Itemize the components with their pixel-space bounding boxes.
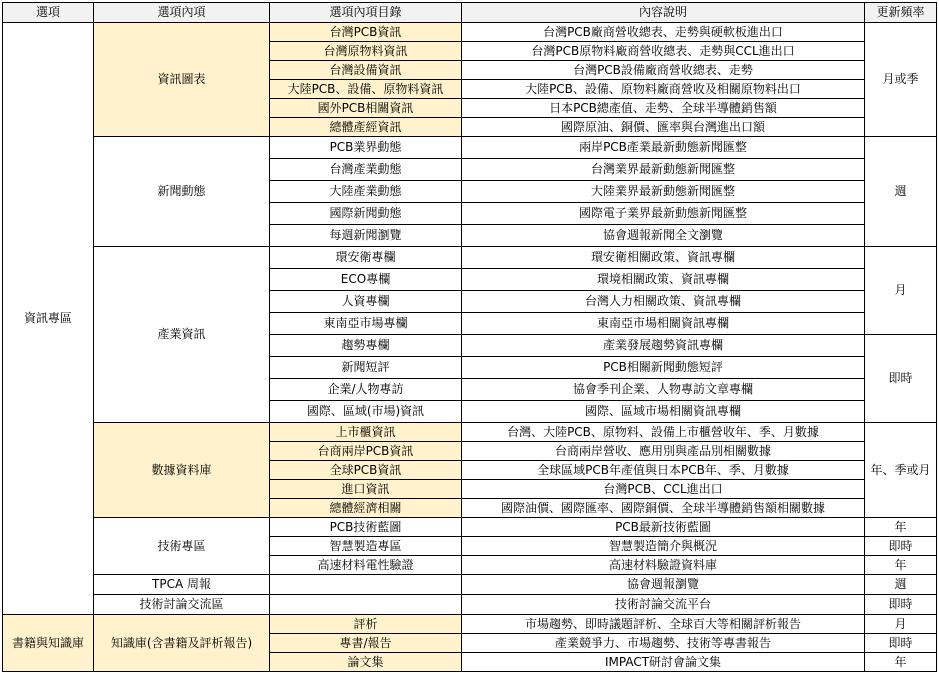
table-row [3, 423, 937, 442]
description-cell: 協會週報新聞全文瀏覽 [462, 225, 865, 247]
item-cell: 上市櫃資訊 [270, 423, 462, 442]
item-cell: 趨勢專欄 [270, 335, 462, 357]
item-cell: PCB技術藍圖 [270, 518, 462, 537]
description-cell: PCB最新技術藍圖 [462, 518, 865, 537]
frequency-cell: 年、季或月 [865, 423, 937, 518]
table-row [3, 575, 937, 595]
group-label: TPCA 周報 [94, 575, 270, 595]
description-cell: PCB相關新聞動態短評 [462, 357, 865, 379]
description-cell: 大陸PCB、設備、原物料廠商營收及相關原物料出口 [462, 80, 865, 99]
description-cell: 產業競爭力、市場趨勢、技術等專書報告 [462, 634, 865, 653]
item-cell: 專書/報告 [270, 634, 462, 653]
description-cell: 國際油價、國際匯率、國際銅價、全球半導體銷售額相關數據 [462, 499, 865, 518]
description-cell: 兩岸PCB產業最新動態新聞匯整 [462, 137, 865, 159]
description-cell: 國際電子業界最新動態新聞匯整 [462, 203, 865, 225]
description-cell: IMPACT研討會論文集 [462, 653, 865, 672]
column-header: 更新頻率 [865, 3, 937, 23]
frequency-cell: 月或季 [865, 23, 937, 137]
item-cell: 台灣設備資訊 [270, 61, 462, 80]
item-cell: 台灣PCB資訊 [270, 23, 462, 42]
group-label: 技術討論交流區 [94, 595, 270, 615]
table-row [3, 615, 937, 634]
item-cell: 大陸PCB、設備、原物料資訊 [270, 80, 462, 99]
frequency-cell: 週 [865, 575, 937, 595]
item-cell: 台灣產業動態 [270, 159, 462, 181]
group-label: 資訊圖表 [94, 23, 270, 137]
item-cell: PCB業界動態 [270, 137, 462, 159]
description-cell: 台灣人力相關政策、資訊專欄 [462, 291, 865, 313]
table-row [3, 247, 937, 269]
column-header: 選項 [3, 3, 94, 23]
description-cell: 台灣PCB、CCL進出口 [462, 480, 865, 499]
item-cell: 進口資訊 [270, 480, 462, 499]
description-cell: 日本PCB總產值、走勢、全球半導體銷售額 [462, 99, 865, 118]
group-label: 產業資訊 [94, 247, 270, 423]
description-cell: 產業發展趨勢資訊專欄 [462, 335, 865, 357]
description-cell: 國際、區域市場相關資訊專欄 [462, 401, 865, 423]
group-label: 知識庫(含書籍及評析報告) [94, 615, 270, 672]
item-cell [270, 575, 462, 595]
services-table [2, 2, 937, 672]
item-cell: 總體產經資訊 [270, 118, 462, 137]
frequency-cell: 週 [865, 137, 937, 247]
section-label: 書籍與知識庫 [3, 615, 94, 672]
group-label: 數據資料庫 [94, 423, 270, 518]
column-header: 選項內項目錄 [270, 3, 462, 23]
item-cell: 台商兩岸PCB資訊 [270, 442, 462, 461]
column-header: 選項內項 [94, 3, 270, 23]
item-cell: 評析 [270, 615, 462, 634]
table-row [3, 595, 937, 615]
description-cell: 台灣PCB設備廠商營收總表、走勢 [462, 61, 865, 80]
description-cell: 高速材料驗證資料庫 [462, 556, 865, 575]
description-cell: 智慧製造簡介與概況 [462, 537, 865, 556]
frequency-cell: 即時 [865, 537, 937, 556]
column-header: 內容說明 [462, 3, 865, 23]
table-row [3, 23, 937, 42]
group-label: 技術專區 [94, 518, 270, 575]
item-cell: 智慧製造專區 [270, 537, 462, 556]
description-cell: 協會週報瀏覽 [462, 575, 865, 595]
item-cell: 環安衛專欄 [270, 247, 462, 269]
item-cell: 總體經濟相關 [270, 499, 462, 518]
item-cell: 全球PCB資訊 [270, 461, 462, 480]
frequency-cell: 即時 [865, 634, 937, 653]
description-cell: 協會季刊企業、人物專訪文章專欄 [462, 379, 865, 401]
item-cell: 新聞短評 [270, 357, 462, 379]
section-label: 資訊專區 [3, 23, 94, 615]
description-cell: 台商兩岸營收、應用別與產品別相關數據 [462, 442, 865, 461]
item-cell: 東南亞市場專欄 [270, 313, 462, 335]
table-row [3, 137, 937, 159]
item-cell: 國際、區域(市場)資訊 [270, 401, 462, 423]
item-cell: 企業/人物專訪 [270, 379, 462, 401]
frequency-cell: 年 [865, 556, 937, 575]
item-cell: 論文集 [270, 653, 462, 672]
item-cell: 人資專欄 [270, 291, 462, 313]
frequency-cell: 即時 [865, 335, 937, 423]
frequency-cell: 月 [865, 247, 937, 335]
description-cell: 環境相關政策、資訊專欄 [462, 269, 865, 291]
table-row [3, 518, 937, 537]
description-cell: 台灣、大陸PCB、原物料、設備上市櫃營收年、季、月數據 [462, 423, 865, 442]
description-cell: 台灣PCB原物料廠商營收總表、走勢與CCL進出口 [462, 42, 865, 61]
description-cell: 國際原油、銅價、匯率與台灣進出口額 [462, 118, 865, 137]
frequency-cell: 年 [865, 653, 937, 672]
item-cell: 台灣原物料資訊 [270, 42, 462, 61]
frequency-cell: 年 [865, 518, 937, 537]
item-cell: 大陸產業動態 [270, 181, 462, 203]
description-cell: 技術討論交流平台 [462, 595, 865, 615]
description-cell: 台灣業界最新動態新聞匯整 [462, 159, 865, 181]
item-cell: 國際新聞動態 [270, 203, 462, 225]
description-cell: 市場趨勢、即時議題評析、全球百大等相關評析報告 [462, 615, 865, 634]
frequency-cell: 月 [865, 615, 937, 634]
description-cell: 大陸業界最新動態新聞匯整 [462, 181, 865, 203]
description-cell: 環安衛相關政策、資訊專欄 [462, 247, 865, 269]
item-cell: 每週新聞瀏覽 [270, 225, 462, 247]
description-cell: 東南亞市場相關資訊專欄 [462, 313, 865, 335]
header-row [3, 3, 937, 23]
description-cell: 台灣PCB廠商營收總表、走勢與硬軟板進出口 [462, 23, 865, 42]
item-cell: 高速材料電性驗證 [270, 556, 462, 575]
frequency-cell: 即時 [865, 595, 937, 615]
item-cell: 國外PCB相關資訊 [270, 99, 462, 118]
item-cell [270, 595, 462, 615]
group-label: 新聞動態 [94, 137, 270, 247]
description-cell: 全球區域PCB年產值與日本PCB年、季、月數據 [462, 461, 865, 480]
item-cell: ECO專欄 [270, 269, 462, 291]
